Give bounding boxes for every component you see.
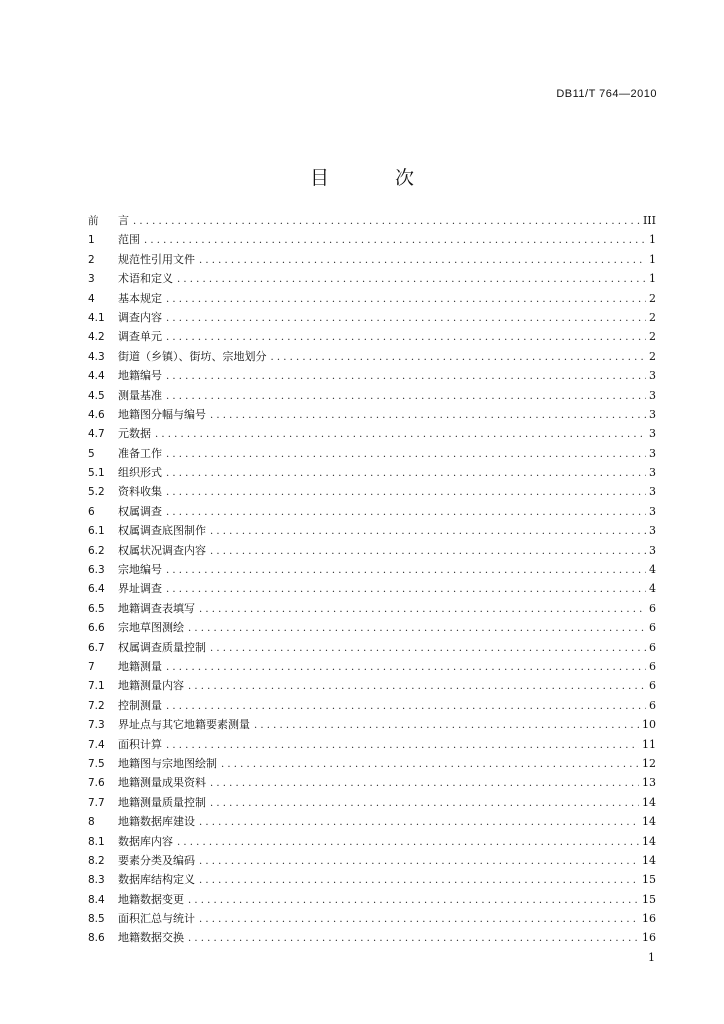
toc-entry-number: 6.4 bbox=[88, 583, 105, 596]
toc-entry-number: 4.2 bbox=[88, 331, 105, 344]
toc-entry-label: 元数据 bbox=[118, 427, 151, 441]
toc-entry[interactable] bbox=[88, 289, 656, 308]
toc-entry-label: 权属状况调查内容 bbox=[118, 543, 206, 557]
toc-leader-dots bbox=[188, 891, 639, 910]
toc-entry[interactable] bbox=[88, 424, 656, 443]
toc-entry-label: 言 bbox=[118, 214, 129, 227]
toc-entry-page: 11 bbox=[642, 737, 656, 751]
toc-entry[interactable] bbox=[88, 638, 656, 657]
toc-entry-number: 7.7 bbox=[88, 796, 105, 809]
toc-entry-label: 范围 bbox=[118, 233, 140, 247]
toc-entry[interactable] bbox=[88, 308, 656, 327]
toc-entry[interactable] bbox=[88, 521, 656, 540]
toc-leader-dots bbox=[133, 212, 640, 231]
toc-entry-label: 组织形式 bbox=[118, 466, 162, 480]
toc-entry-number: 7.3 bbox=[88, 719, 105, 732]
toc-entry[interactable] bbox=[88, 618, 656, 637]
toc-entry-number: 6.1 bbox=[88, 525, 105, 538]
toc-entry-number: 7.1 bbox=[88, 680, 105, 693]
toc-entry-page: 14 bbox=[642, 834, 656, 848]
toc-entry[interactable] bbox=[88, 463, 656, 482]
toc-entry-label: 面积汇总与统计 bbox=[118, 912, 195, 926]
toc-entry-page: 3 bbox=[649, 485, 656, 499]
toc-entry-label: 数据库结构定义 bbox=[118, 873, 195, 887]
toc-entry[interactable] bbox=[88, 599, 656, 618]
toc-entry[interactable] bbox=[88, 405, 656, 424]
toc-entry-page: 16 bbox=[642, 931, 656, 945]
toc-entry-label: 地籍测量成果资料 bbox=[118, 776, 206, 790]
toc-entry-page: 14 bbox=[642, 795, 656, 809]
toc-entry[interactable] bbox=[88, 444, 656, 463]
toc-leader-dots bbox=[166, 290, 646, 309]
toc-entry-page: 10 bbox=[642, 718, 656, 732]
toc-leader-dots bbox=[210, 522, 646, 541]
page-number: 1 bbox=[648, 951, 655, 964]
toc-entry-label: 地籍调查表填写 bbox=[118, 601, 195, 615]
toc-leader-dots bbox=[210, 774, 639, 793]
toc-leader-dots bbox=[166, 658, 646, 677]
toc-entry-page: 1 bbox=[649, 272, 656, 286]
toc-entry[interactable] bbox=[88, 793, 656, 812]
toc-entry[interactable] bbox=[88, 347, 656, 366]
toc-leader-dots bbox=[199, 910, 639, 929]
toc-entry-page: 14 bbox=[642, 853, 656, 867]
toc-entry-number: 2 bbox=[88, 253, 95, 266]
toc-leader-dots bbox=[199, 852, 639, 871]
toc-entry-label: 术语和定义 bbox=[118, 272, 173, 286]
toc-entry-number: 6.3 bbox=[88, 564, 105, 577]
toc-entry-page: 14 bbox=[642, 815, 656, 829]
toc-leader-dots bbox=[166, 503, 646, 522]
toc-entry-number: 4.3 bbox=[88, 350, 105, 363]
toc-entry-number: 4.5 bbox=[88, 389, 105, 402]
toc-entry-number: 7 bbox=[88, 660, 95, 673]
table-of-contents bbox=[88, 211, 656, 948]
toc-leader-dots bbox=[166, 464, 646, 483]
toc-entry[interactable] bbox=[88, 754, 656, 773]
toc-entry-number: 4 bbox=[88, 292, 95, 305]
toc-entry-label: 权属调查质量控制 bbox=[118, 640, 206, 654]
toc-leader-dots bbox=[254, 716, 639, 735]
toc-leader-dots bbox=[166, 309, 646, 328]
toc-leader-dots bbox=[155, 425, 646, 444]
toc-entry-page: 3 bbox=[649, 504, 656, 518]
toc-entry[interactable] bbox=[88, 386, 656, 405]
toc-entry-label: 地籍数据变更 bbox=[118, 892, 184, 906]
toc-entry-number: 8.3 bbox=[88, 874, 105, 887]
toc-entry-number: 8.1 bbox=[88, 835, 105, 848]
toc-entry-page: 3 bbox=[649, 369, 656, 383]
toc-entry-page: 13 bbox=[642, 776, 656, 790]
toc-entry-page: 3 bbox=[649, 543, 656, 557]
toc-leader-dots bbox=[199, 871, 639, 890]
toc-entry-number: 3 bbox=[88, 273, 95, 286]
toc-entry-label: 地籍测量质量控制 bbox=[118, 795, 206, 809]
toc-entry-number: 4.1 bbox=[88, 311, 105, 324]
toc-entry-label: 准备工作 bbox=[118, 446, 162, 460]
toc-entry[interactable] bbox=[88, 676, 656, 695]
toc-leader-dots bbox=[166, 561, 646, 580]
toc-leader-dots bbox=[144, 231, 646, 250]
toc-entry-page: 2 bbox=[649, 330, 656, 344]
toc-entry[interactable] bbox=[88, 773, 656, 792]
toc-entry-label: 界址点与其它地籍要素测量 bbox=[118, 718, 250, 732]
toc-entry-label: 调查内容 bbox=[118, 310, 162, 324]
toc-leader-dots bbox=[177, 833, 639, 852]
toc-entry-label: 地籍测量 bbox=[118, 659, 162, 673]
toc-entry-page: 6 bbox=[649, 698, 656, 712]
toc-entry-page: 12 bbox=[642, 756, 656, 770]
toc-leader-dots bbox=[166, 580, 646, 599]
toc-entry-page: 6 bbox=[649, 679, 656, 693]
toc-entry-number: 7.6 bbox=[88, 777, 105, 790]
toc-entry-label: 地籍数据库建设 bbox=[118, 815, 195, 829]
toc-entry-page: 2 bbox=[649, 291, 656, 305]
toc-entry-label: 地籍图分幅与编号 bbox=[118, 407, 206, 421]
toc-entry-number: 4.4 bbox=[88, 370, 105, 383]
toc-entry-page: 6 bbox=[649, 640, 656, 654]
toc-entry[interactable] bbox=[88, 928, 656, 947]
toc-entry-page: 6 bbox=[649, 659, 656, 673]
toc-entry-label: 街道（乡镇）、街坊、宗地划分 bbox=[118, 349, 267, 363]
toc-entry-label: 数据库内容 bbox=[118, 834, 173, 848]
toc-leader-dots bbox=[221, 755, 639, 774]
toc-entry[interactable] bbox=[88, 541, 656, 560]
toc-entry-number: 7.5 bbox=[88, 757, 105, 770]
toc-entry[interactable] bbox=[88, 579, 656, 598]
toc-entry-number: 8.2 bbox=[88, 854, 105, 867]
toc-entry[interactable] bbox=[88, 657, 656, 676]
toc-entry-number: 6.7 bbox=[88, 641, 105, 654]
toc-entry-label: 基本规定 bbox=[118, 291, 162, 305]
toc-leader-dots bbox=[166, 736, 639, 755]
toc-leader-dots bbox=[210, 542, 646, 561]
toc-entry-page: 3 bbox=[649, 524, 656, 538]
toc-entry-page: 4 bbox=[649, 582, 656, 596]
toc-leader-dots bbox=[177, 270, 646, 289]
toc-entry-number: 6 bbox=[88, 505, 95, 518]
toc-entry-number: 8.5 bbox=[88, 913, 105, 926]
toc-entry[interactable] bbox=[88, 696, 656, 715]
toc-entry-label: 宗地草图测绘 bbox=[118, 621, 184, 635]
toc-entry-number: 6.6 bbox=[88, 622, 105, 635]
toc-entry-label: 调查单元 bbox=[118, 330, 162, 344]
toc-entry-number: 6.2 bbox=[88, 544, 105, 557]
toc-entry-number: 7.2 bbox=[88, 699, 105, 712]
toc-entry[interactable] bbox=[88, 366, 656, 385]
toc-entry-page: 15 bbox=[642, 892, 656, 906]
toc-leader-dots bbox=[188, 929, 639, 948]
toc-leader-dots bbox=[199, 251, 646, 270]
toc-leader-dots bbox=[188, 619, 646, 638]
toc-entry-page: 3 bbox=[649, 407, 656, 421]
toc-entry-label: 地籍图与宗地图绘制 bbox=[118, 756, 217, 770]
toc-entry-page: 1 bbox=[649, 233, 656, 247]
toc-leader-dots bbox=[166, 328, 646, 347]
toc-entry-label: 规范性引用文件 bbox=[118, 252, 195, 266]
toc-entry-page: 6 bbox=[649, 621, 656, 635]
toc-entry-label: 资料收集 bbox=[118, 485, 162, 499]
toc-entry[interactable] bbox=[88, 851, 656, 870]
toc-entry[interactable] bbox=[88, 502, 656, 521]
toc-entry-page: 6 bbox=[649, 601, 656, 615]
toc-entry-page: III bbox=[642, 214, 656, 227]
toc-leader-dots bbox=[271, 348, 647, 367]
toc-entry-number: 4.7 bbox=[88, 428, 105, 441]
toc-entry-number: 5 bbox=[88, 447, 95, 460]
toc-entry[interactable] bbox=[88, 230, 656, 249]
toc-entry[interactable] bbox=[88, 269, 656, 288]
toc-entry-number: 1 bbox=[88, 234, 95, 247]
toc-entry-label: 要素分类及编码 bbox=[118, 853, 195, 867]
toc-entry-number: 6.5 bbox=[88, 602, 105, 615]
toc-entry-label: 宗地编号 bbox=[118, 563, 162, 577]
toc-entry-label: 地籍数据交换 bbox=[118, 931, 184, 945]
toc-entry-number: 5.2 bbox=[88, 486, 105, 499]
toc-entry-page: 2 bbox=[649, 310, 656, 324]
toc-leader-dots bbox=[188, 677, 646, 696]
toc-entry-label: 测量基准 bbox=[118, 388, 162, 402]
toc-entry-number: 8.6 bbox=[88, 932, 105, 945]
standard-code: DB11/T 764—2010 bbox=[556, 88, 657, 100]
toc-entry-label: 地籍测量内容 bbox=[118, 679, 184, 693]
toc-leader-dots bbox=[210, 639, 646, 658]
toc-entry-page: 1 bbox=[649, 252, 656, 266]
toc-entry-page: 3 bbox=[649, 427, 656, 441]
toc-entry-page: 3 bbox=[649, 446, 656, 460]
toc-entry[interactable] bbox=[88, 870, 656, 889]
toc-entry[interactable] bbox=[88, 211, 656, 230]
toc-entry[interactable] bbox=[88, 327, 656, 346]
toc-leader-dots bbox=[166, 387, 646, 406]
page-title: 目 次 bbox=[309, 167, 445, 189]
toc-entry-page: 3 bbox=[649, 466, 656, 480]
toc-leader-dots bbox=[166, 367, 646, 386]
toc-entry[interactable] bbox=[88, 909, 656, 928]
toc-leader-dots bbox=[199, 600, 646, 619]
toc-entry-page: 3 bbox=[649, 388, 656, 402]
toc-leader-dots bbox=[210, 406, 646, 425]
toc-entry-label: 地籍编号 bbox=[118, 369, 162, 383]
toc-entry-number: 5.1 bbox=[88, 467, 105, 480]
toc-entry-number: 8 bbox=[88, 816, 95, 829]
toc-entry[interactable] bbox=[88, 560, 656, 579]
toc-entry-number: 4.6 bbox=[88, 408, 105, 421]
toc-entry-label: 面积计算 bbox=[118, 737, 162, 751]
toc-entry-page: 4 bbox=[649, 563, 656, 577]
toc-entry-number: 8.4 bbox=[88, 893, 105, 906]
toc-entry[interactable] bbox=[88, 812, 656, 831]
toc-entry-label: 控制测量 bbox=[118, 698, 162, 712]
toc-entry-number: 7.4 bbox=[88, 738, 105, 751]
toc-entry-page: 16 bbox=[642, 912, 656, 926]
toc-entry[interactable] bbox=[88, 832, 656, 851]
toc-entry[interactable] bbox=[88, 482, 656, 501]
toc-entry-page: 15 bbox=[642, 873, 656, 887]
toc-leader-dots bbox=[166, 697, 646, 716]
toc-entry-page: 2 bbox=[649, 349, 656, 363]
toc-entry-number: 前 bbox=[88, 215, 99, 227]
toc-entry[interactable] bbox=[88, 890, 656, 909]
toc-leader-dots bbox=[199, 813, 639, 832]
toc-entry[interactable] bbox=[88, 250, 656, 269]
toc-leader-dots bbox=[210, 794, 639, 813]
toc-entry-label: 界址调查 bbox=[118, 582, 162, 596]
toc-entry[interactable] bbox=[88, 735, 656, 754]
toc-leader-dots bbox=[166, 483, 646, 502]
toc-entry-label: 权属调查底图制作 bbox=[118, 524, 206, 538]
toc-entry[interactable] bbox=[88, 715, 656, 734]
toc-entry-label: 权属调查 bbox=[118, 504, 162, 518]
toc-leader-dots bbox=[166, 445, 646, 464]
